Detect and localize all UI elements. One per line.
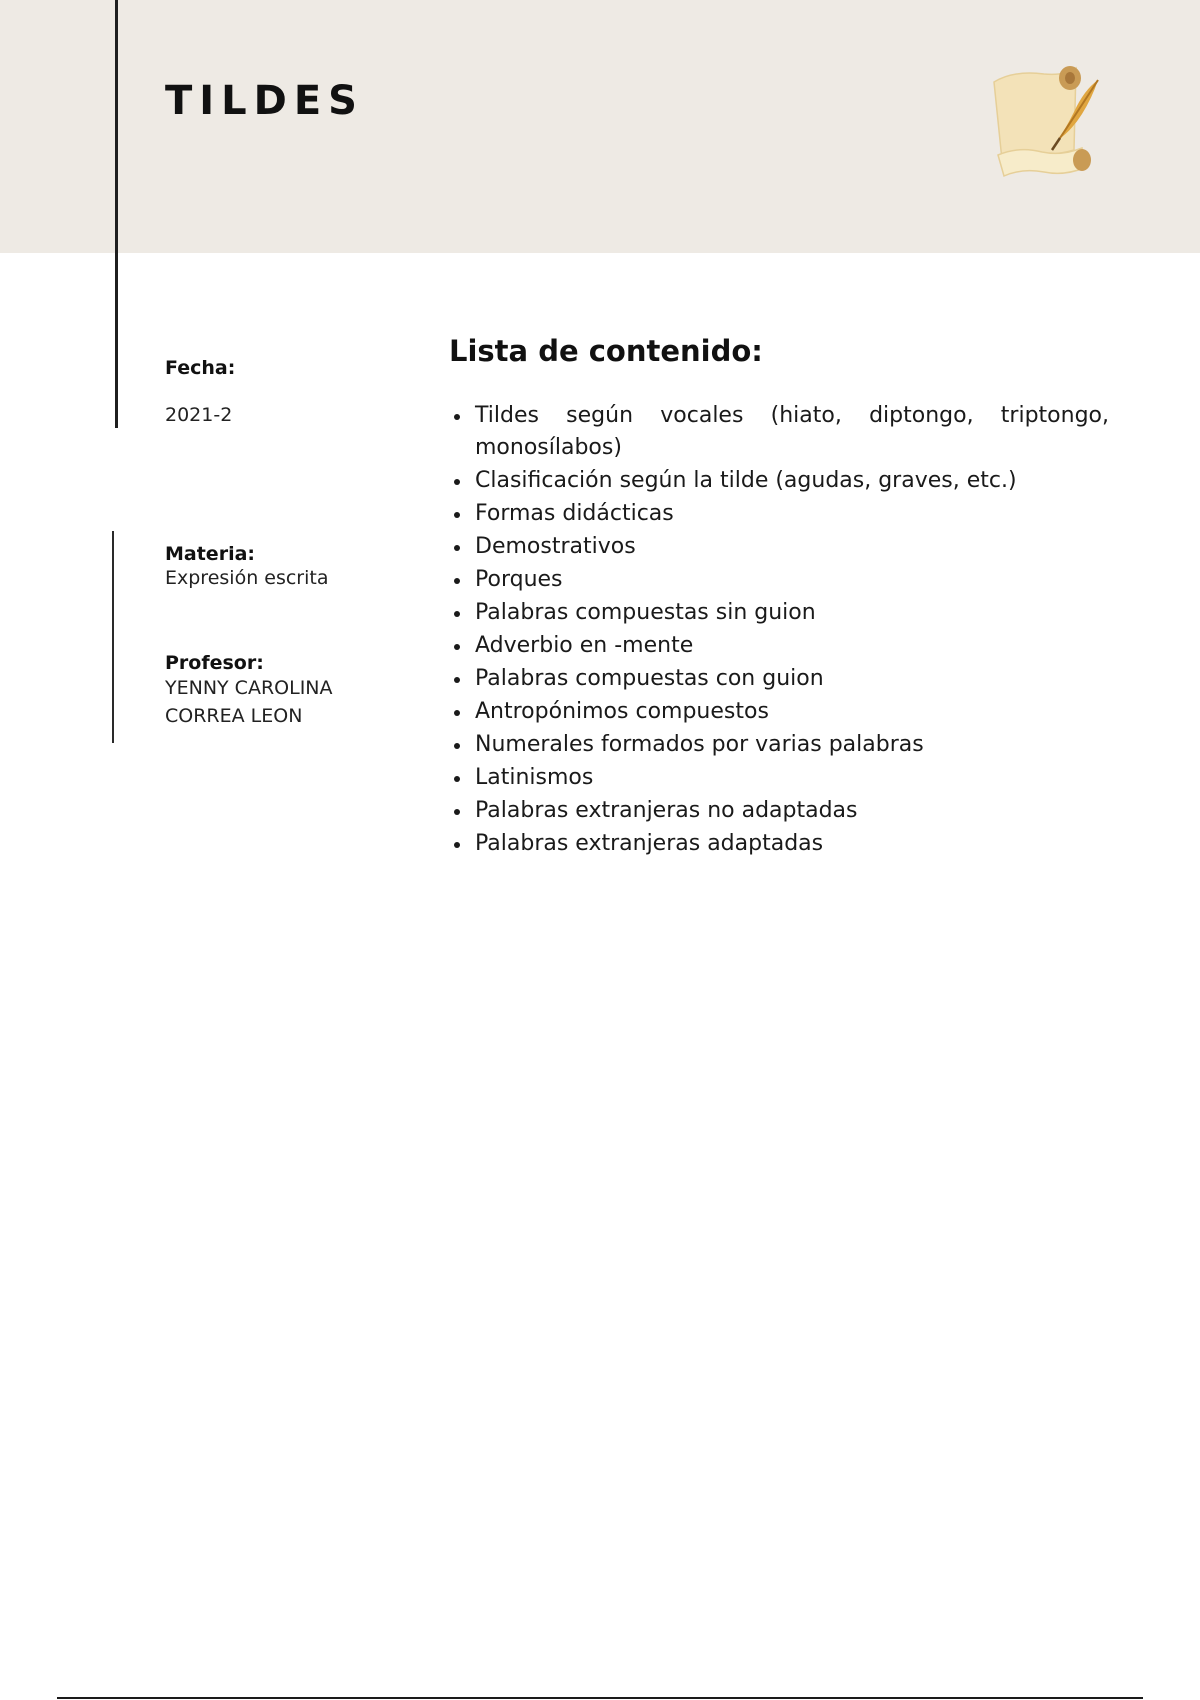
scroll-quill-icon <box>984 60 1104 190</box>
materia-value: Expresión escrita <box>165 567 329 589</box>
content-list-heading: Lista de contenido: <box>449 334 763 368</box>
profesor-value: YENNY CAROLINA CORREA LEON <box>165 677 333 727</box>
content-list-item: Palabras extranjeras adaptadas <box>475 828 1109 860</box>
content-list-item: Numerales formados por varias palabras <box>475 729 1109 761</box>
decorative-vertical-line-middle <box>112 531 114 743</box>
content-list-item: Antropónimos compuestos <box>475 696 1109 728</box>
decorative-vertical-line-top <box>115 0 118 428</box>
content-list-item: Tildes según vocales (hiato, diptongo, triptongo, monosílabos) <box>475 400 1109 464</box>
profesor-label: Profesor: <box>165 652 264 674</box>
content-list-item: Palabras compuestas con guion <box>475 663 1109 695</box>
content-list-item: Clasificación según la tilde (agudas, graves, etc.) <box>475 465 1109 497</box>
content-list-item: Porques <box>475 564 1109 596</box>
page-title: TILDES <box>165 78 364 124</box>
footer-divider <box>57 1697 1143 1699</box>
fecha-value: 2021-2 <box>165 404 233 426</box>
content-list-item: Formas didácticas <box>475 498 1109 530</box>
content-list <box>449 400 1109 861</box>
fecha-label: Fecha: <box>165 357 236 379</box>
content-list-item: Demostrativos <box>475 531 1109 563</box>
content-list-item: Adverbio en -mente <box>475 630 1109 662</box>
materia-label: Materia: <box>165 543 255 565</box>
content-list-item: Palabras extranjeras no adaptadas <box>475 795 1109 827</box>
content-list-item: Latinismos <box>475 762 1109 794</box>
content-list-item: Palabras compuestas sin guion <box>475 597 1109 629</box>
